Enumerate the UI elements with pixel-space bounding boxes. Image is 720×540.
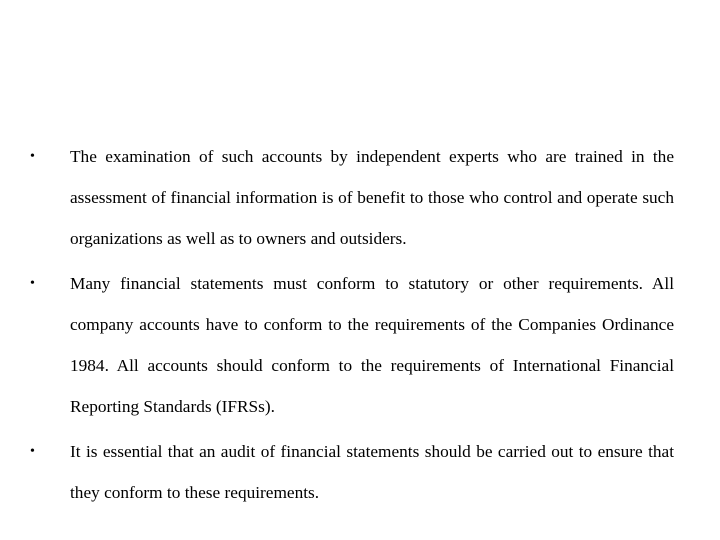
- bullet-text: Many financial statements must conform to statutory or other requirements. All company accounts have to conform to the requirements of the Companies Ordinance 1984. All accounts should conform to the requirements of International Financial Reporting Standards (IFRSs).: [70, 274, 674, 416]
- bullet-icon: •: [30, 444, 35, 459]
- bullet-icon: •: [30, 276, 35, 291]
- bullet-text: The examination of such accounts by independent experts who are trained in the assessment of financial information is of benefit to those who control and operate such organizations as well as to owners and outsiders.: [70, 147, 674, 248]
- bullet-list: [30, 136, 674, 513]
- bullet-text: It is essential that an audit of financial statements should be carried out to ensure that they conform to these requirements.: [70, 442, 674, 502]
- bullet-item-audit-essential: [30, 431, 674, 513]
- bullet-item-statutory-requirements: [30, 263, 674, 427]
- bullet-item-independent-experts: [30, 136, 674, 259]
- bullet-icon: •: [30, 149, 35, 164]
